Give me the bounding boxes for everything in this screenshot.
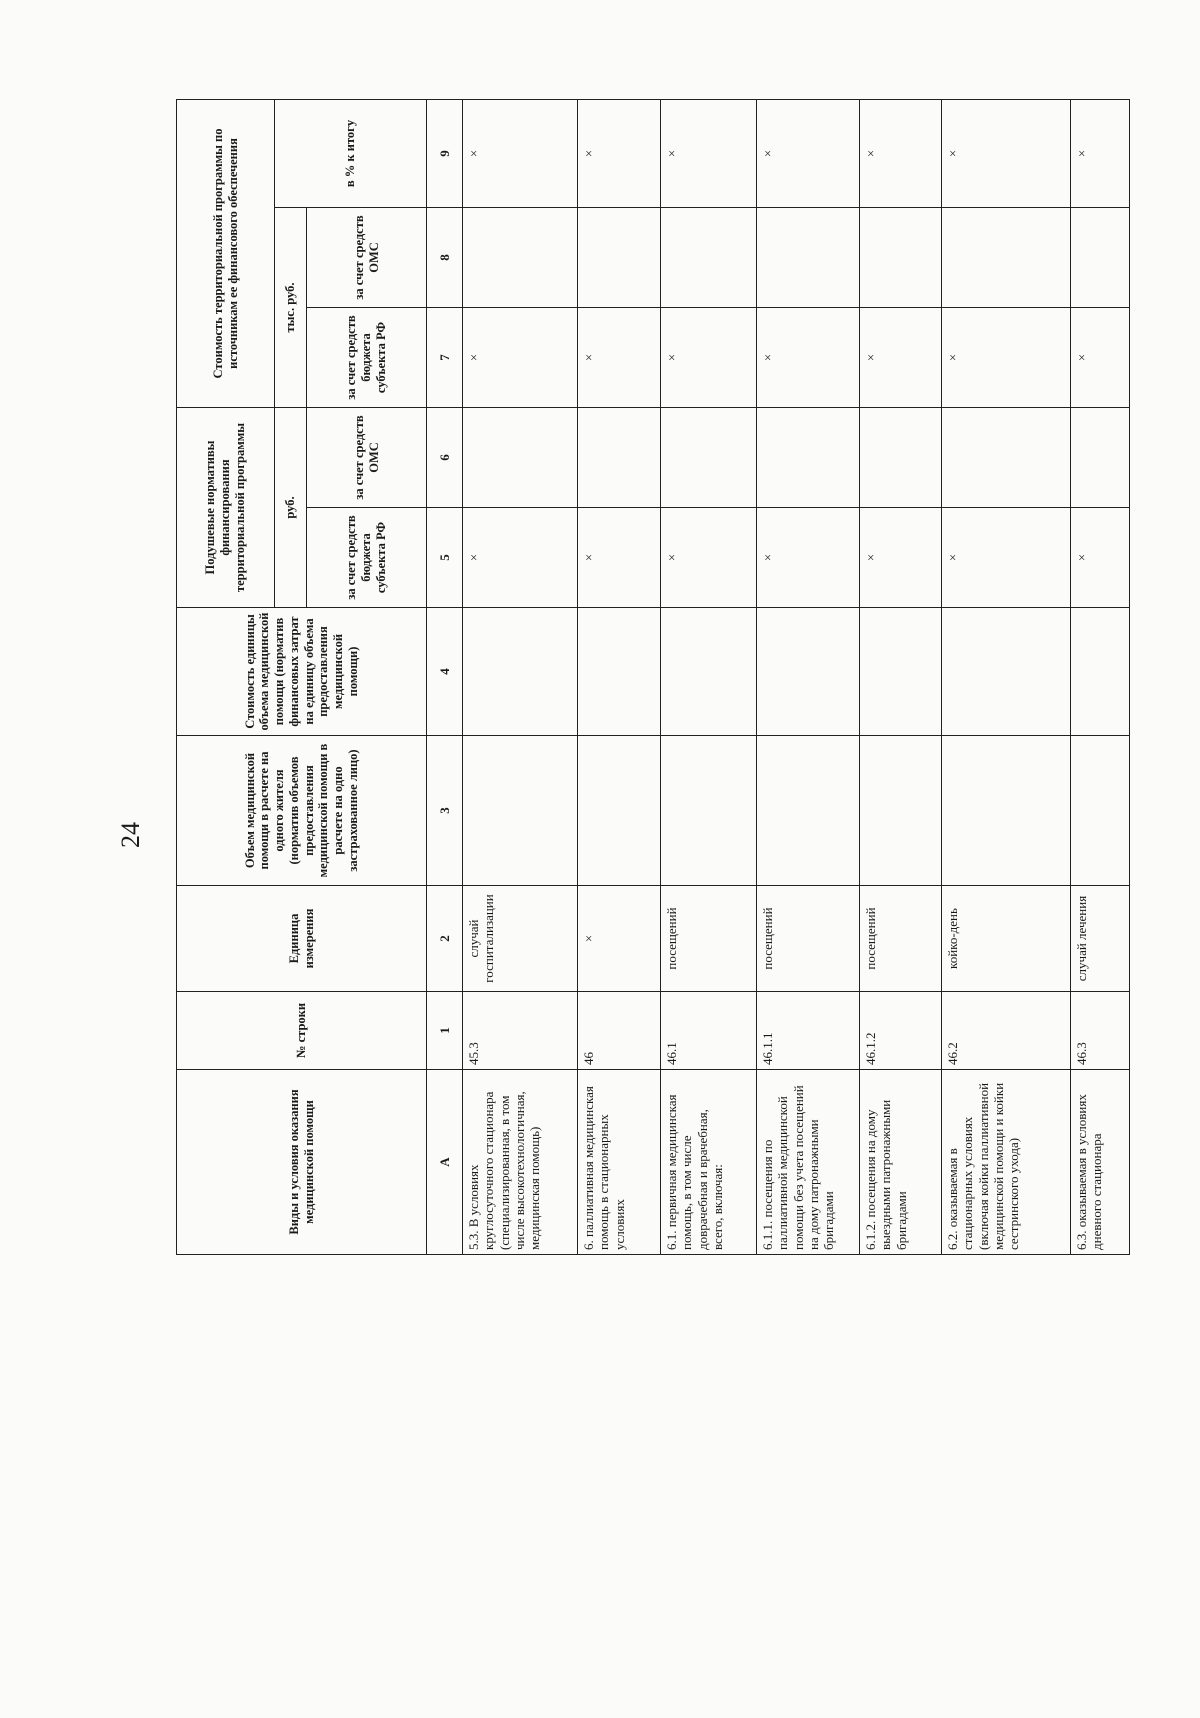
- table-row: [578, 99, 661, 1254]
- row-unit-cost: [860, 608, 942, 736]
- row-line-number: 46.2: [942, 992, 1071, 1070]
- column-number: 3: [427, 736, 463, 886]
- header-col-1: № строки: [177, 992, 427, 1070]
- row-norm-oms: [860, 408, 942, 508]
- row-label: 6.1.1. посещения по паллиативной медицинской помощи без учета посещений на дому патронажными бригадами: [757, 1070, 860, 1255]
- column-number-row: [427, 99, 463, 1254]
- row-volume: [860, 736, 942, 886]
- row-unit-cost: [578, 608, 661, 736]
- row-norm-oms: [463, 408, 578, 508]
- header-col-9: в % к итогу: [275, 99, 427, 207]
- row-line-number: 46.1.1: [757, 992, 860, 1070]
- row-cost-oms: [578, 208, 661, 308]
- row-norm-oms: [1071, 408, 1130, 508]
- page-number: 24: [116, 822, 145, 848]
- row-label: 6. паллиативная медицинская помощь в стационарных условиях: [578, 1070, 661, 1255]
- column-number: А: [427, 1070, 463, 1255]
- header-col-3: Объем медицинской помощи в расчете на одного жителя (норматив объемов предоставления медицинской помощи в расчете на одно застрахованное лицо): [177, 736, 427, 886]
- row-unit-cost: [463, 608, 578, 736]
- row-norm-oms: [757, 408, 860, 508]
- row-cost-oms: [757, 208, 860, 308]
- row-line-number: 45.3: [463, 992, 578, 1070]
- row-percent: ×: [942, 99, 1071, 207]
- row-cost-oms: [463, 208, 578, 308]
- column-number: 6: [427, 408, 463, 508]
- row-label: 5.3. В условиях круглосуточного стационара (специализированная, в том числе высокотехнологичная, медицинская помощь): [463, 1070, 578, 1255]
- row-unit-cost: [661, 608, 757, 736]
- row-norm-budget: ×: [661, 508, 757, 608]
- row-percent: ×: [1071, 99, 1130, 207]
- row-unit: ×: [578, 886, 661, 992]
- row-unit-cost: [942, 608, 1071, 736]
- row-line-number: 46: [578, 992, 661, 1070]
- rotated-table-wrapper: [176, 100, 1109, 1255]
- row-volume: [578, 736, 661, 886]
- row-volume: [661, 736, 757, 886]
- row-norm-budget: ×: [463, 508, 578, 608]
- row-unit: посещений: [860, 886, 942, 992]
- table-row: [463, 99, 578, 1254]
- row-volume: [463, 736, 578, 886]
- row-line-number: 46.1.2: [860, 992, 942, 1070]
- column-number: 9: [427, 99, 463, 207]
- row-unit: койко-день: [942, 886, 1071, 992]
- row-unit: посещений: [661, 886, 757, 992]
- row-norm-budget: ×: [1071, 508, 1130, 608]
- row-line-number: 46.1: [661, 992, 757, 1070]
- row-label: 6.1.2. посещения на дому выездными патронажными бригадами: [860, 1070, 942, 1255]
- header-col-2: Единица измерения: [177, 886, 427, 992]
- row-percent: ×: [860, 99, 942, 207]
- row-volume: [942, 736, 1071, 886]
- row-cost-budget: ×: [942, 308, 1071, 408]
- row-label: 6.3. оказываемая в условиях дневного стационара: [1071, 1070, 1130, 1255]
- header-group-cost: Стоимость территориальной программы по источникам ее финансового обеспечения: [177, 99, 275, 407]
- column-number: 8: [427, 208, 463, 308]
- header-cost-unit: тыс. руб.: [275, 208, 307, 408]
- financing-table: [176, 99, 1130, 1255]
- row-norm-budget: ×: [942, 508, 1071, 608]
- row-percent: ×: [463, 99, 578, 207]
- row-cost-budget: ×: [463, 308, 578, 408]
- table-body: [463, 99, 1130, 1254]
- row-unit: случай госпитализации: [463, 886, 578, 992]
- header-col-a: Виды и условия оказания медицинской помощи: [177, 1070, 427, 1255]
- header-col-5: за счет средств бюджета субъекта РФ: [307, 508, 427, 608]
- row-percent: ×: [757, 99, 860, 207]
- column-number: 5: [427, 508, 463, 608]
- row-unit: посещений: [757, 886, 860, 992]
- column-number: 7: [427, 308, 463, 408]
- row-cost-budget: ×: [1071, 308, 1130, 408]
- header-norms-unit: руб.: [275, 408, 307, 608]
- row-cost-budget: ×: [661, 308, 757, 408]
- table-row: [1071, 99, 1130, 1254]
- table-row: [661, 99, 757, 1254]
- row-norm-budget: ×: [757, 508, 860, 608]
- table-row: [942, 99, 1071, 1254]
- row-volume: [757, 736, 860, 886]
- table-row: [860, 99, 942, 1254]
- row-label: 6.2. оказываемая в стационарных условиях (включая койки паллиативной медицинской помощи и койки сестринского ухода): [942, 1070, 1071, 1255]
- header-group-norms: Подушевые нормативы финансирования территориальной программы: [177, 408, 275, 608]
- column-number: 2: [427, 886, 463, 992]
- row-volume: [1071, 736, 1130, 886]
- row-cost-budget: ×: [757, 308, 860, 408]
- row-cost-budget: ×: [860, 308, 942, 408]
- row-cost-oms: [1071, 208, 1130, 308]
- row-unit-cost: [1071, 608, 1130, 736]
- row-unit-cost: [757, 608, 860, 736]
- row-cost-oms: [661, 208, 757, 308]
- header-col-6: за счет средств ОМС: [307, 408, 427, 508]
- row-norm-budget: ×: [578, 508, 661, 608]
- row-norm-oms: [661, 408, 757, 508]
- row-unit: случай лечения: [1071, 886, 1130, 992]
- row-percent: ×: [661, 99, 757, 207]
- row-cost-budget: ×: [578, 308, 661, 408]
- header-col-4: Стоимость единицы объема медицинской помощи (норматив финансовых затрат на единицу объема предоставления медицинской помощи): [177, 608, 427, 736]
- row-norm-budget: ×: [860, 508, 942, 608]
- row-cost-oms: [942, 208, 1071, 308]
- row-label: 6.1. первичная медицинская помощь, в том числе доврачебная и врачебная, всего, включая:: [661, 1070, 757, 1255]
- column-number: 4: [427, 608, 463, 736]
- row-line-number: 46.3: [1071, 992, 1130, 1070]
- row-cost-oms: [860, 208, 942, 308]
- row-norm-oms: [578, 408, 661, 508]
- header-col-7: за счет средств бюджета субъекта РФ: [307, 308, 427, 408]
- column-number: 1: [427, 992, 463, 1070]
- table-row: [757, 99, 860, 1254]
- row-norm-oms: [942, 408, 1071, 508]
- header-col-8: за счет средств ОМС: [307, 208, 427, 308]
- row-percent: ×: [578, 99, 661, 207]
